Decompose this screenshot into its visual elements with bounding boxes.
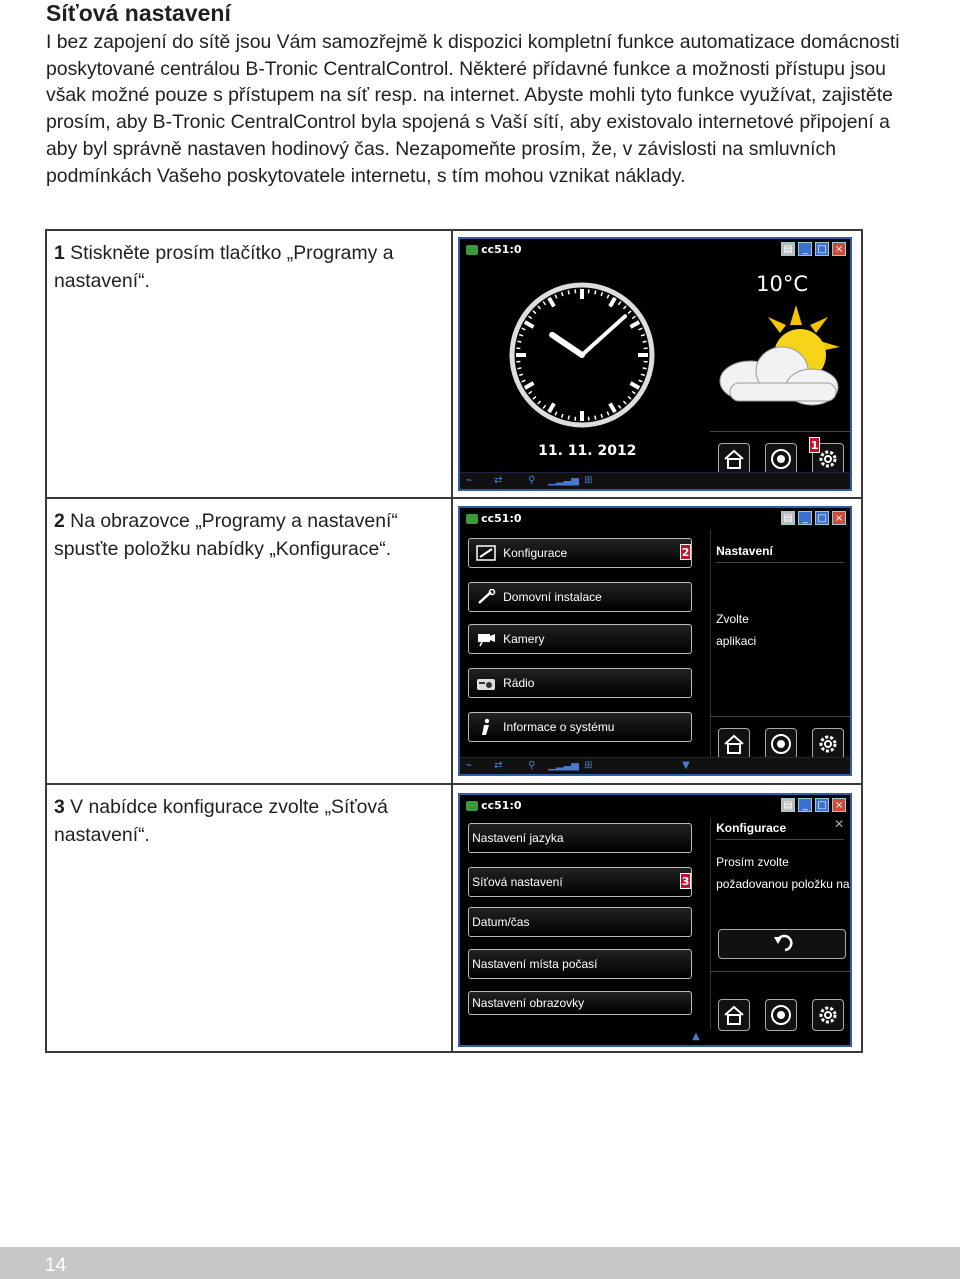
device-icon [466,801,478,811]
clock-tick [568,416,569,420]
menu-item-kamery[interactable]: Kamery [468,624,692,654]
step-3-instruction: V nabídce konfigurace zvolte „Síťová nastavení“. [54,796,388,846]
clock-tick [538,306,541,309]
scroll-down-icon[interactable]: ▼ [682,760,690,771]
lan-icon: ⊞ [584,475,593,486]
fan-button[interactable] [765,999,797,1031]
clock-tick [522,380,526,382]
close-icon[interactable]: × [832,511,846,525]
back-button[interactable] [718,929,846,959]
clock-tick [643,368,647,369]
clock-tick [607,295,609,299]
printer-icon[interactable]: ▤ [781,798,795,812]
device-id: cc51:0 [466,243,521,256]
clock-tick [549,298,554,307]
clock-tick [631,383,640,388]
clock-tick [641,335,645,336]
menu-item-nastaveni-obrazovky[interactable]: Nastavení obrazovky [468,991,692,1015]
camera-icon [475,630,497,648]
clock-hour-hand [552,335,582,355]
step-3-text [47,785,451,849]
page-footer [0,1247,960,1279]
clock-minute-hand [582,316,625,355]
step-3-marker: 3 [681,874,690,888]
clock-tick [518,341,522,342]
home-button[interactable] [718,999,750,1031]
clock-tick [529,316,532,318]
top-bar [460,508,850,530]
gear-icon [817,448,839,470]
clock-tick [543,302,545,305]
device-screen-home [458,237,852,491]
maximize-icon[interactable]: □ [815,511,829,525]
menu-item-konfigurace[interactable]: Konfigurace [468,538,692,568]
clock-tick [628,396,631,399]
menu-item-radio[interactable]: Rádio [468,668,692,698]
clock-tick [619,405,621,408]
clock-tick [518,368,522,369]
antenna-icon: ⚲ [528,475,536,486]
clock-tick [538,401,541,404]
clock-tick [595,416,596,420]
fan-button[interactable] [765,443,797,475]
step-2-marker: 2 [681,545,690,559]
printer-icon[interactable]: ▤ [781,242,795,256]
step-2-cell [46,498,452,784]
network-icon: ⇄ [494,760,503,771]
settings-sliders-icon [475,544,497,562]
window-controls [781,511,846,525]
gear-icon [817,1004,839,1026]
step-1-marker: 1 [810,438,819,452]
clock-tick [631,322,640,327]
device-id: cc51:0 [466,799,521,812]
clock-tick [595,290,596,294]
minimize-icon[interactable]: _ [798,242,812,256]
clock-tick [533,396,536,399]
fan-icon [770,448,792,470]
clock-tick [555,412,557,416]
panel-text-line-2: požadovanou položku na [716,877,850,891]
clock-tick [549,403,554,412]
scroll-up-icon[interactable]: ▲ [692,1031,700,1042]
back-arrow-icon [771,934,793,954]
clock-tick [522,328,526,330]
step-2-number: 2 [54,510,65,532]
device-icon [466,245,478,255]
step-2-instruction: Na obrazovce „Programy a nastavení“ spusťte položku nabídky „Konfigurace“. [54,510,398,560]
status-bar [460,757,850,774]
clock-tick [543,405,545,408]
clock-tick [607,412,609,416]
panel-text-line-1: Prosím zvolte [716,855,789,869]
info-icon [475,718,497,736]
date-display: 11. 11. 2012 [538,443,637,459]
close-icon[interactable]: × [832,798,846,812]
minimize-icon[interactable]: _ [798,511,812,525]
clock-tick [619,302,621,305]
lan-icon: ⊞ [584,760,593,771]
signal-icon: ▁▂▃▅ [548,475,579,486]
clock-tick [601,292,602,296]
clock-tick [610,298,615,307]
plug-icon: ⌁ [466,475,473,486]
clock-tick [641,374,645,375]
device-icon [466,514,478,524]
clock-tick [632,391,635,393]
menu-item-nastaveni-jazyka[interactable]: Nastavení jazyka [468,823,692,853]
signal-icon: ▁▂▃▅ [548,760,579,771]
status-bar [460,472,850,489]
clock-tick [519,335,523,336]
clock-tick [601,414,602,418]
clock-tick [533,311,536,314]
clock-tick [610,403,615,412]
clock-tick [555,295,557,299]
step-1-instruction: Stiskněte prosím tlačítko „Programy a nastavení“. [54,242,394,292]
step-2-screenshot-cell [452,498,862,784]
clock-tick [624,401,627,404]
antenna-icon: ⚲ [528,760,536,771]
device-screen-programs [458,506,852,776]
step-2-text [47,499,451,563]
device-screen-configuration [458,793,852,1047]
step-3-cell [46,784,452,1052]
clock-tick [519,374,523,375]
clock-tick [632,316,635,318]
step-1-screenshot-cell [452,230,862,498]
step-1-text [47,231,451,295]
close-icon[interactable]: × [832,242,846,256]
gear-icon [817,733,839,755]
intro-paragraph: I bez zapojení do sítě jsou Vám samozřejmě k dispozici kompletní funkce automatizace domácnosti poskytované centrálou B-Tronic CentralControl. Některé přídavné funkce a možnosti přístupu jsou však možné pouze s přístupem na síť resp. na internet. Abyste mohli tyto funkce využívat, zajistěte prosím, aby B-Tronic CentralControl byla spojená s Vaší sítí, aby existovalo internetové připojení a aby byl správně nastaven hodinový čas. Nezapomeňte prosím, že, v závislosti na smluvních podmínkách Vašeho poskytovatele internetu, s tím mohou vznikat náklady. [46,31,900,187]
clock-tick [562,414,563,418]
radio-icon [475,674,497,692]
home-button[interactable] [718,443,750,475]
panel-text-line-2: aplikaci [716,634,757,648]
device-id: cc51:0 [466,512,521,525]
steps-table [45,229,863,1053]
plug-icon: ⌁ [466,760,473,771]
home-icon [723,734,745,754]
settings-button[interactable] [812,999,844,1031]
menu-item-datum-cas[interactable]: Datum/čas [468,907,692,937]
home-icon [723,1005,745,1025]
clock-tick [639,380,643,382]
tools-icon: ✕ [834,817,845,831]
home-button[interactable] [718,728,750,760]
clock-tick [628,311,631,314]
sun-cloud-icon [716,303,844,415]
step-3-screenshot-cell [452,784,862,1052]
clock-tick [639,328,643,330]
panel-text-line-1: Zvolte [716,612,749,626]
window-controls [781,798,846,812]
minimize-icon[interactable]: _ [798,798,812,812]
clock-tick [643,341,647,342]
panel-title: Nastavení [716,544,773,558]
page-title: Síťová nastavení [46,0,231,26]
clock-tick [624,306,627,309]
fan-icon [770,733,792,755]
top-bar [460,795,850,817]
step-3-number: 3 [54,796,65,818]
page-number: 14 [45,1255,67,1276]
clock-tick [529,391,532,393]
settings-button[interactable] [812,728,844,760]
network-icon: ⇄ [494,475,503,486]
step-1-number: 1 [54,242,65,264]
menu-item-nastaveni-mista-pocasi[interactable]: Nastavení místa počasí [468,949,692,979]
home-icon [723,449,745,469]
fan-button[interactable] [765,728,797,760]
clock-tick [562,292,563,296]
clock-tick [525,322,534,327]
clock-icon [506,279,658,431]
maximize-icon[interactable]: □ [815,242,829,256]
clock-tick [525,383,534,388]
fan-icon [770,1004,792,1026]
step-1-cell [46,230,452,498]
printer-icon[interactable]: ▤ [781,511,795,525]
window-controls [781,242,846,256]
menu-item-sitova-nastaveni[interactable]: Síťová nastavení [468,867,692,897]
top-bar [460,239,850,261]
wrench-icon [475,588,497,606]
maximize-icon[interactable]: □ [815,798,829,812]
panel-title: Konfigurace [716,821,787,835]
menu-item-informace-o-systemu[interactable]: Informace o systému [468,712,692,742]
temperature-display: 10°C [756,272,808,296]
clock-tick [568,290,569,294]
menu-item-domovni-instalace[interactable]: Domovní instalace [468,582,692,612]
